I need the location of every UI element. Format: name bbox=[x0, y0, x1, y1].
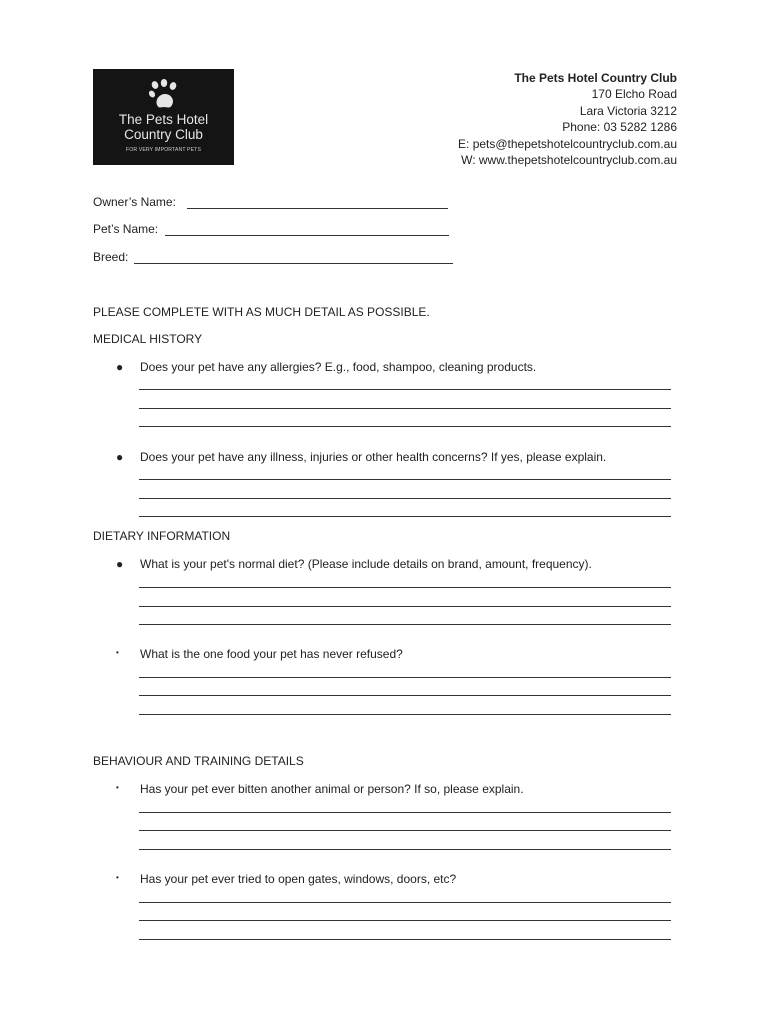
escape-question: Has your pet ever tried to open gates, windows, doors, etc? bbox=[140, 872, 457, 886]
escape-answer-line-2[interactable] bbox=[139, 920, 671, 921]
suburb-address: Lara Victoria 3212 bbox=[579, 103, 677, 118]
contact-block bbox=[458, 70, 677, 168]
food-answer-line-3[interactable] bbox=[139, 714, 671, 715]
escape-answer-line-3[interactable] bbox=[139, 939, 671, 940]
biting-answer-line-1[interactable] bbox=[139, 812, 671, 813]
diet-answer-line-2[interactable] bbox=[139, 606, 671, 607]
diet-answer-line-3[interactable] bbox=[139, 624, 671, 625]
health-answer-line-3[interactable] bbox=[139, 516, 671, 517]
dietary-heading: DIETARY INFORMATION bbox=[93, 529, 231, 543]
behaviour-heading: BEHAVIOUR AND TRAINING DETAILS bbox=[93, 754, 304, 768]
biting-answer-line-2[interactable] bbox=[139, 830, 671, 831]
medical-history-heading: MEDICAL HISTORY bbox=[93, 332, 203, 346]
phone-number: Phone: 03 5282 1286 bbox=[562, 120, 677, 135]
escape-answer-line-1[interactable] bbox=[139, 902, 671, 903]
bullet-icon: • bbox=[116, 783, 119, 792]
website-address[interactable]: W: www.thepetshotelcountryclub.com.au bbox=[461, 153, 677, 168]
bullet-icon: ● bbox=[116, 557, 124, 571]
health-concerns-question: Does your pet have any illness, injuries or other health concerns? If yes, please explain. bbox=[140, 450, 607, 464]
bullet-icon: ● bbox=[116, 360, 124, 374]
org-name: The Pets Hotel Country Club bbox=[514, 71, 677, 85]
biting-question: Has your pet ever bitten another animal or person? If so, please explain. bbox=[140, 782, 524, 796]
health-answer-line-1[interactable] bbox=[139, 479, 671, 480]
pet-name-label: Pet’s Name: bbox=[93, 222, 159, 236]
bullet-icon: • bbox=[116, 648, 119, 657]
health-answer-line-2[interactable] bbox=[139, 498, 671, 499]
logo-text-line2: Country Club bbox=[124, 127, 203, 142]
bullet-icon: ● bbox=[116, 450, 124, 464]
breed-label: Breed: bbox=[93, 250, 129, 264]
allergies-answer-line-2[interactable] bbox=[139, 408, 671, 409]
allergies-answer-line-1[interactable] bbox=[139, 389, 671, 390]
food-answer-line-2[interactable] bbox=[139, 695, 671, 696]
bullet-icon: • bbox=[116, 873, 119, 882]
street-address: 170 Elcho Road bbox=[591, 87, 677, 102]
normal-diet-question: What is your pet's normal diet? (Please include details on brand, amount, frequency). bbox=[140, 557, 592, 571]
diet-answer-line-1[interactable] bbox=[139, 587, 671, 588]
logo-tagline: FOR VERY IMPORTANT PETS bbox=[125, 147, 202, 153]
paw-print-icon bbox=[147, 79, 181, 111]
owner-name-field[interactable] bbox=[187, 208, 448, 209]
breed-field[interactable] bbox=[134, 263, 453, 264]
food-answer-line-1[interactable] bbox=[139, 677, 671, 678]
logo-text-line1: The Pets Hotel bbox=[118, 112, 209, 127]
allergies-question: Does your pet have any allergies? E.g., food, shampoo, cleaning products. bbox=[140, 360, 537, 374]
allergies-answer-line-3[interactable] bbox=[139, 426, 671, 427]
instruction-text: PLEASE COMPLETE WITH AS MUCH DETAIL AS POSSIBLE. bbox=[93, 305, 430, 319]
pet-name-field[interactable] bbox=[165, 235, 449, 236]
biting-answer-line-3[interactable] bbox=[139, 849, 671, 850]
favourite-food-question: What is the one food your pet has never refused? bbox=[140, 647, 403, 661]
email-address[interactable]: E: pets@thepetshotelcountryclub.com.au bbox=[458, 136, 677, 151]
owner-name-label: Owner’s Name: bbox=[93, 195, 176, 209]
company-logo bbox=[93, 69, 234, 165]
